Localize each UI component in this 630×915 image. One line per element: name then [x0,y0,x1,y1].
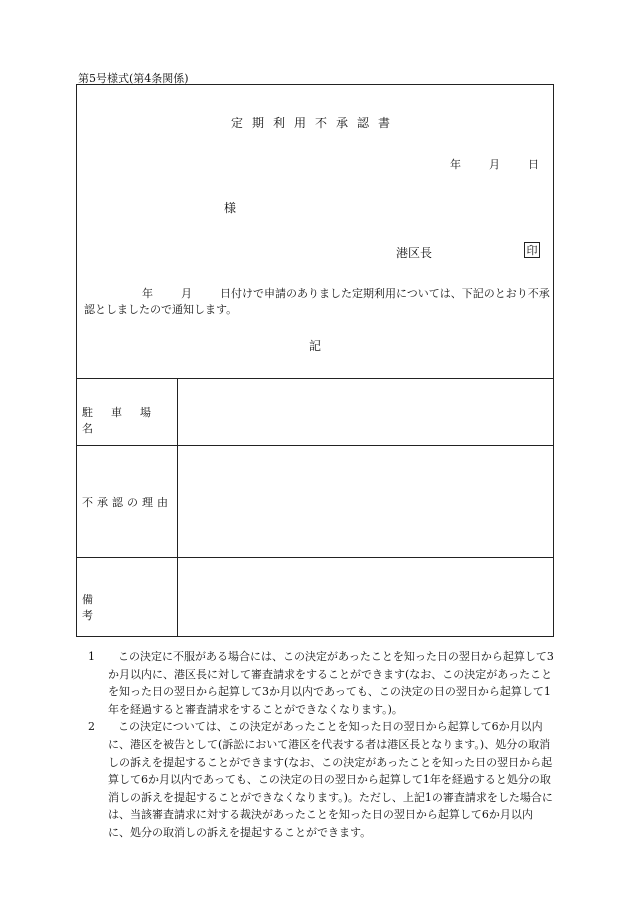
seal-mark: 印 [524,242,540,258]
label-text: 備考 [82,593,157,622]
table-top-line [76,378,554,379]
date-month: 月 [489,158,500,171]
row-label-parking [82,404,172,436]
body-text: 日付けで申請のありました定期利用については、下記のとおり不承認としましたので通知します。 [84,287,550,316]
label-text: 駐車場名 [82,406,169,435]
document-title: 定期利用不承認書 [230,116,399,130]
note-text: この決定に不服がある場合には、この決定があったことを知った日の翌日から起算して3か月以内に、港区長に対して審査請求をすることができます(なお、この決定があったことを知った日の翌日から起算して3か月以内であっても、この決定の日の翌日から起算して1年を経過すると審査請求をすることができなくなります。)。 [108,650,554,716]
row-label-remarks [82,591,172,623]
issuer-name: 港区長 [396,246,433,260]
note-item [88,648,554,718]
row-divider [76,445,554,446]
date-day: 日 [528,158,539,171]
remarks-value[interactable] [182,567,548,631]
reason-value[interactable] [182,455,548,551]
note-number: 2 [88,720,95,734]
label-text: 不承認の理由 [82,496,172,509]
notice-body [84,286,552,318]
note-item [88,718,554,841]
form-number-label: 第5号様式(第4条関係) [78,72,189,85]
ki-heading: 記 [308,339,321,353]
column-divider [177,378,178,637]
issue-date [450,156,539,172]
row-divider [76,557,554,558]
addressee-suffix: 様 [224,201,237,215]
date-year: 年 [450,158,461,171]
parking-name-value[interactable] [182,390,548,440]
body-year: 年 [142,287,153,300]
note-number: 1 [88,650,95,663]
body-month: 月 [181,287,192,300]
notes-section [88,648,554,842]
row-label-reason [82,494,172,510]
note-text: この決定については、この決定があったことを知った日の翌日から起算して6か月以内に、港区を被告として(訴訟において港区を代表する者は港区長となります。)、処分の取消しの訴えを提起することができます(なお、この決定があったことを知った日の翌日から起算して6か月以内であっても、この決定の日の翌日から起算して1年を経過すると処分の取消しの訴えを提起することができなくなります。)。ただし、上記1の審査請求をした場合には、当該審査請求に対する裁決があったことを知った日の翌日から起算して6か月以内に、処分の取消しの訴えを提起することができます。 [108,720,553,839]
